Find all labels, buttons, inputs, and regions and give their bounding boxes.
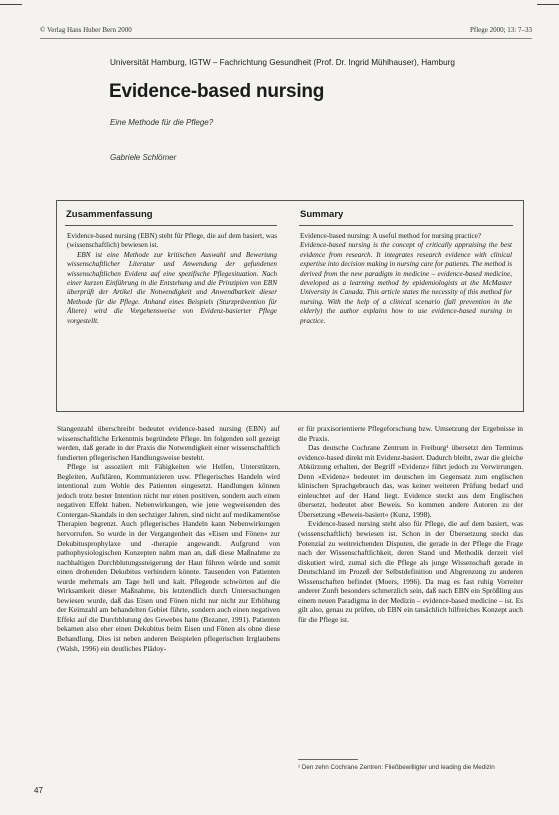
summary-rule xyxy=(299,225,513,226)
body-paragraph: Das deutsche Cochrane Zentrum in Freiburg¹ übersetzt den Terminus evidence-based direkt mit Evidenz-basiert. Dadurch bleibt, zwar die gleiche Abkürzung erhalten, der Begriff »Evidenz« führt jedoch zu Verwirrungen. Denn »Evidenz« bedeutet im deutschen im Gegensatz zum englischen klinischen Sprachgebrauch das, was keiner weiteren Prüfung bedarf und einleuchtet auf der Hand liegt. Evidence steckt aus dem Englischen übersetzt, bedeutet aber Beweis. So kommen andere Autoren zu der Übersetzung »Beweis-basiert« (Kunz, 1998). xyxy=(298,443,523,519)
zusammenfassung-paragraph: Evidence-based nursing (EBN) steht für Pflege, die auf dem basiert, was (wissenschaftlich) bewiesen ist. xyxy=(67,232,277,250)
zusammenfassung-text xyxy=(67,232,277,326)
crop-mark-right xyxy=(537,4,559,5)
article-title: Evidence-based nursing xyxy=(109,81,325,102)
page-number: 47 xyxy=(34,786,43,795)
body-paragraph: Pflege ist assoziiert mit Fähigkeiten wie Helfen, Unterstützen, Begleiten, Aufklären, Kommunizieren usw. Pflegerisches Handeln wird intentional zum Wohle des Patienten eingesetzt. Handlungen können jedoch trotz bester Intention nicht nur einen positiven, sondern auch einen negativen Effekt haben. Nebenwirkungen, wie jene wegweisenden des Contergan-Skandals in den sechziger Jahren, sind nicht auf medikamentöse Therapien begrenzt. Auch pflegerisches Handeln kann Nebenwirkungen hervorrufen. So wurde in der Vergangenheit das »Eisen und Fönen« zur Dekubitusprophylaxe und -therapie angewandt. Aufgrund von pathophysiologischen Konzepten nahm man an, daß diese Maßnahme zu nachhaltigen Durchblutungssteigerung der Haut führen würde und somit einen drohenden Dekubitus verhindern könnte. Tausenden von Patienten wurde mehrmals am Tage hell und kalt. Pflegende schwörten auf die Wirksamkeit dieser Maßnahme, bis letztendlich durch Untersuchungen bewiesen wurde, daß das Eisen und Fönen nicht nur nicht zur Erhöhung der Keimzahl am behandelten Gebiet führte, sondern auch einen negativen Effekt auf die Durchblutung des Gewebes hatte (Bezaner, 1991). Patienten bekamen also eher einen Dekubitus beim Eisen und Fönen als ohne diese Behandlung. Dies ist neben anderen Beispielen pflegerischen Irrglaubens (Walsh, 1996) ein deutliches Plädoy- xyxy=(57,462,280,653)
summary-text xyxy=(300,232,512,326)
summary-title-line: Evidence-based nursing: A useful method for nursing practice? xyxy=(300,232,482,240)
header-rule xyxy=(40,38,532,39)
body-paragraph: er für praxisorientierte Pflegeforschung bzw. Umsetzung der Ergebnisse in die Praxis. xyxy=(298,424,523,443)
crop-mark-left xyxy=(0,4,22,5)
running-header-left: © Verlag Hans Huber Bern 2000 xyxy=(40,26,132,34)
zusammenfassung-paragraph: EBN ist eine Methode zur kritischen Auswahl und Bewertung wissenschaftlicher Literatur und Anwendung der gefundenen wissenschaftlichen Evidenz auf eine spezifische Pflegesituation. Nach einer kurzen Einführung in die Entstehung und die Prinzipien von EBN überprüft der Artikel die Notwendigkeit und Anwendbarkeit dieser Methode für die Pflege. Anhand eines Beispiels (Sturzprävention für Ältere) wird die Vorgehensweise von Evidenz-basierter Pflege vorgestellt. xyxy=(67,250,277,325)
author: Gabriele Schlömer xyxy=(110,153,177,162)
summary-heading: Summary xyxy=(300,209,344,220)
article-subtitle: Eine Methode für die Pflege? xyxy=(110,118,214,127)
footnote-rule xyxy=(298,759,358,760)
zusammenfassung-heading: Zusammenfassung xyxy=(66,209,153,220)
body-column-right xyxy=(298,424,523,624)
footnote: ¹ Den zehn Cochrane Zentren: Fließbewilligter und leading die Medizin xyxy=(298,764,495,771)
body-column-left xyxy=(57,424,280,653)
abstract-box xyxy=(56,200,524,412)
running-header-right: Pflege 2000; 13: 7–33 xyxy=(469,26,532,34)
zusammenfassung-rule xyxy=(65,225,277,226)
summary-paragraph: Evidence-based nursing is the concept of critically appraising the best evidence from research. It integrates research evidence with clinical expertise into decision making in nursing care for patients. The method is derived from the new paradigm in medicine – evidence-based medicine, developed as a learning method by epidemiologists at the McMaster University in Canada. This article states the necessity of this method for nursing. With the help of a clinical scenario (fall prevention in the elderly) the author explains how to use evidence-based nursing in practice. xyxy=(300,241,512,325)
affiliation: Universität Hamburg, IGTW – Fachrichtung Gesundheit (Prof. Dr. Ingrid Mühlhauser), Hamburg xyxy=(110,58,455,67)
body-paragraph: Evidence-based nursing steht also für Pflege, die auf dem basiert, was (wissenschaftlich) bewiesen ist. Schon in der Übersetzung steckt das Potenzial zu weitreichenden Disputen, die gerade in der Pflege die Frage nach der Wissenschaftlichkeit, deren Stand und Methodik derzeit viel diskutiert wird, zumal sich die Pflege als junge Wissenschaft gerade in Deutschland im Prozeß der Selbstdefinition und Abgrenzung zu anderen Wissenschaften befindet (Moers, 1996). Da mag es fast ruhig Vorreiter anderer Zunft besonders schmerzlich sein, daß nach EBN ein Sprößling aus einem neuen Paradigma in der Medizin – evidence-based medicine – ist. Es gilt also, genau zu prüfen, ob EBN ein tatsächlich hilfreiches Konzept auch für die Pflege ist. xyxy=(298,519,523,624)
body-paragraph: Stangenzahl überschreibt bedeutet evidence-based nursing (EBN) auf wissenschaftliche Erkenntnis begründete Pflege. Im folgenden soll gezeigt werden, daß gerade in der Praxis die Notwendigkeit einer wissenschaftlich fundierten pflegerischen Handlungsweise besteht. xyxy=(57,424,280,462)
